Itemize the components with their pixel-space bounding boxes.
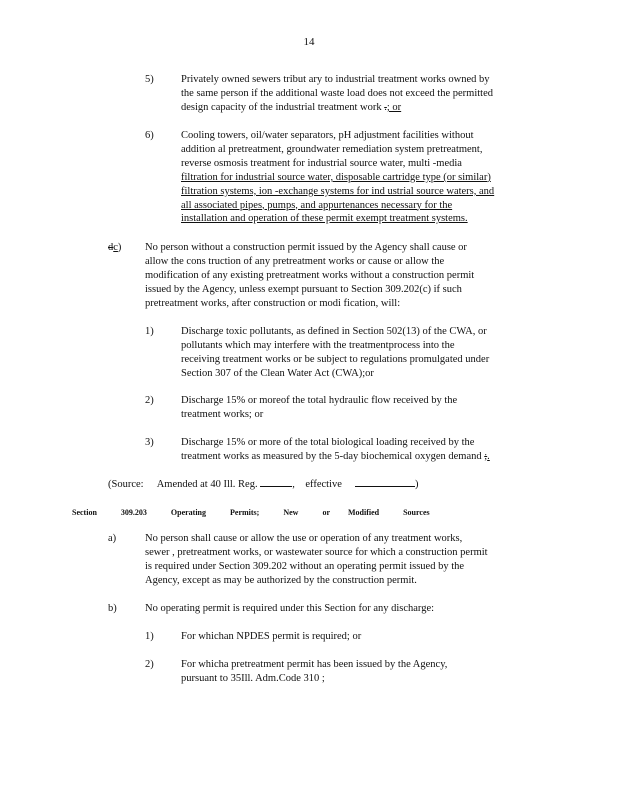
source-comma: ,	[292, 479, 295, 490]
item-5-line: the same person if the additional waste load does not exceed the permitted	[181, 87, 493, 99]
source-note	[108, 478, 419, 492]
blank-register	[260, 486, 292, 487]
sec-203-a-line: is required under Section 309.202 without an operating permit issued by the	[145, 560, 465, 572]
heading-word: or	[322, 508, 330, 517]
struck-semicolon: ;	[484, 450, 488, 462]
c-item-3-line: Discharge 15% or more of the total biological loading received by the	[181, 437, 475, 448]
para-c-line: allow the cons truction of any pretreatment works or cause or allow the	[145, 255, 445, 267]
struck-label-d: d	[108, 242, 114, 253]
sec-203-a-line: Agency, except as may be authorized by the construction permit.	[145, 574, 417, 586]
c-item-3-line-last	[181, 450, 490, 464]
para-c-text	[145, 241, 474, 311]
c-item-1-text	[181, 325, 489, 381]
c-item-1-line: receiving treatment works or be subject to regulations promulgated under	[181, 353, 490, 365]
para-c-line: issued by the Agency, unless exempt pursuant to Section 309.202(c) if such	[145, 283, 462, 295]
item-6-line: Cooling towers, oil/water separators, pH adjustment facilities without	[181, 130, 474, 141]
added-or: ; or	[386, 101, 402, 113]
heading-section: Section	[72, 508, 97, 517]
b-item-2-text	[181, 658, 447, 686]
item-6-label: 6)	[145, 130, 154, 141]
item-6-added-line: all associated pipes, pumps, and appurtenances necessary for the	[181, 199, 453, 211]
c-item-1-label: 1)	[145, 326, 154, 337]
sec-203-a-line: sewer , pretreatment works, or wastewater source for which a construction permit	[145, 546, 488, 558]
heading-word: Operating	[170, 508, 206, 517]
item-5-line-text: design capacity of the industrial treatment work	[181, 101, 382, 113]
source-prefix: (Source:	[108, 479, 144, 490]
heading-word: New	[283, 508, 299, 517]
item-6-line: addition al pretreatment, groundwater remediation system pretreatment,	[181, 143, 483, 155]
b-item-2-label: 2)	[145, 659, 154, 670]
para-c-label	[108, 241, 121, 255]
b-item-1-line: For whichan NPDES permit is required; or	[181, 631, 362, 642]
source-note-line	[108, 478, 419, 492]
para-c-line: pretreatment works, after construction or modi fication, will:	[145, 297, 401, 309]
c-item-1-line: Section 307 of the Clean Water Act (CWA);or	[181, 367, 374, 379]
c-item-2-text	[181, 394, 457, 422]
c-item-2-line: treatment works; or	[181, 408, 264, 420]
heading-number: 309.203	[120, 508, 147, 517]
sec-203-b-text	[145, 602, 434, 616]
b-item-1-text	[181, 630, 361, 644]
c-item-2-line: Discharge 15% or moreof the total hydraulic flow received by the	[181, 395, 458, 406]
source-effective: effective	[305, 479, 342, 490]
added-label-c: c	[113, 242, 118, 253]
item-6-line: reverse osmosis treatment for industrial source water, multi -media	[181, 157, 462, 169]
item-6-text	[181, 129, 494, 226]
label-paren: )	[117, 242, 122, 253]
section-heading	[72, 506, 452, 520]
page-number: 14	[303, 36, 315, 48]
item-5-line-last	[181, 101, 493, 115]
sec-203-b-line: No operating permit is required under this Section for any discharge:	[145, 603, 435, 614]
item-6-added-line: filtration systems, ion -exchange systems for ind ustrial source waters, and	[181, 185, 495, 197]
item-6-added-line: installation and operation of these permit exempt treatment systems.	[181, 213, 468, 225]
heading-word: Sources	[403, 508, 430, 517]
c-item-1-line: pollutants which may interfere with the treatmentprocess into the	[181, 339, 455, 351]
sec-203-a-line: No person shall cause or allow the use or operation of any treatment works,	[145, 533, 463, 544]
sec-203-b-label: b)	[108, 603, 117, 614]
c-item-3-line-text: treatment works as measured by the 5-day biochemical oxygen demand	[181, 450, 482, 462]
c-item-3-label: 3)	[145, 437, 154, 448]
added-period: .	[487, 450, 490, 462]
b-item-1-label: 1)	[145, 631, 154, 642]
c-item-3-text	[181, 436, 490, 464]
source-close: )	[415, 479, 419, 490]
para-c-line: modification of any existing pretreatment works without a construction permit	[145, 269, 475, 281]
c-item-2-label: 2)	[145, 395, 154, 406]
sec-203-a-label: a)	[108, 533, 117, 544]
blank-effective	[355, 486, 415, 487]
sec-203-a-text	[145, 532, 488, 588]
b-item-2-line: pursuant to 35Ill. Adm.Code 310 ;	[181, 672, 325, 684]
para-c-line: No person without a construction permit issued by the Agency shall cause or	[145, 242, 467, 253]
item-5-text	[181, 73, 493, 115]
heading-word: Permits;	[230, 508, 260, 517]
item-6-added-line: filtration for industrial source water, disposable cartridge type (or similar)	[181, 171, 491, 183]
item-5-line: Privately owned sewers tribut ary to industrial treatment works owned by	[181, 74, 490, 85]
heading-word: Modified	[348, 508, 380, 517]
item-5-label: 5)	[145, 74, 154, 85]
struck-period: .	[384, 101, 387, 113]
b-item-2-line: For whicha pretreatment permit has been issued by the Agency,	[181, 659, 448, 670]
c-item-1-line: Discharge toxic pollutants, as defined in Section 502(13) of the CWA, or	[181, 326, 487, 337]
source-amended: Amended at 40 Ill. Reg.	[156, 479, 258, 490]
